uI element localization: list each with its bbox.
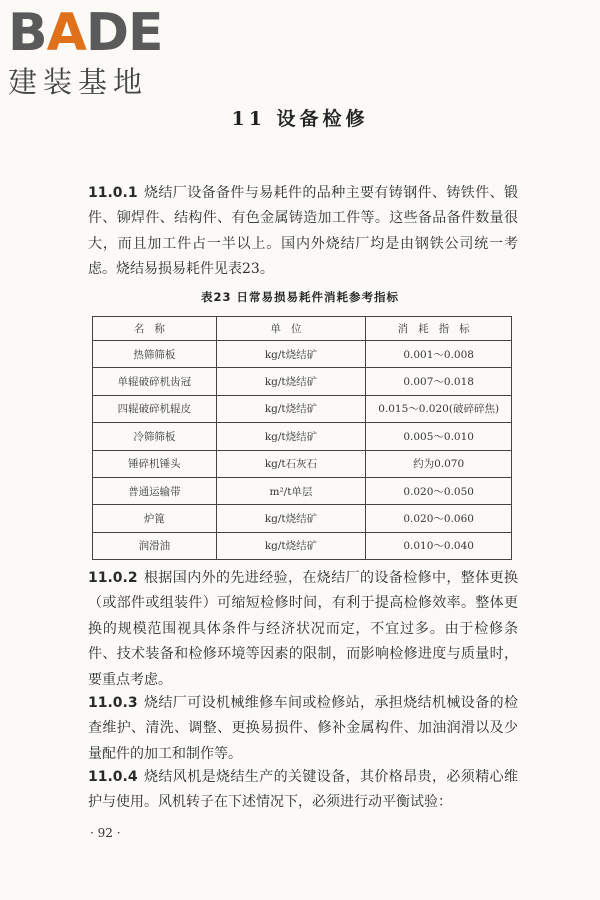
table-row [93, 532, 512, 559]
logo-letters-de: DE [85, 3, 163, 63]
table-cell: 冷筛筛板 [93, 423, 217, 450]
table-cell: 约为0.070 [366, 450, 512, 477]
table-cell: kg/t烧结矿 [216, 423, 366, 450]
logo-subtitle: 建装基地 [8, 65, 149, 99]
table-cell: 0.007～0.018 [366, 368, 512, 395]
table-cell: kg/t石灰石 [216, 450, 366, 477]
table-row [93, 450, 512, 477]
table-cell: 四辊破碎机辊皮 [93, 395, 217, 422]
table-caption: 表23 日常易损易耗件消耗参考指标 [200, 290, 399, 304]
table-cell: 单辊破碎机齿冠 [93, 368, 217, 395]
chapter-title: 11 设备检修 [231, 108, 369, 130]
section-text: 烧结厂设备备件与易耗件的品种主要有铸钢件、铸铁件、锻件、铆焊件、结构件、有色金属铸造加工件等。这些备品备件数量很大，而且加工件占一半以上。国内外烧结厂均是由钢铁公司统一考虑。烧结易损易耗件见表23。 [88, 185, 518, 278]
section-number: 11.0.2 [88, 570, 138, 586]
table-cell: 0.020～0.050 [366, 477, 512, 504]
table-cell: 锤碎机锤头 [93, 450, 217, 477]
page-number: · 92 · [90, 826, 121, 840]
logo-wordmark [8, 3, 173, 63]
consumption-table [92, 316, 512, 560]
logo-letter-a: A [46, 3, 86, 63]
column-header-unit: 单位 [216, 317, 366, 341]
table-cell: kg/t烧结矿 [216, 368, 366, 395]
section-text: 烧结风机是烧结生产的关键设备，其价格昂贵，必须精心维护与使用。风机转子在下述情况下，必须进行动平衡试验： [88, 769, 518, 811]
table-cell: kg/t烧结矿 [216, 341, 366, 368]
table-cell: 普通运输带 [93, 477, 217, 504]
column-header-consumption: 消耗指标 [366, 317, 512, 341]
section-text: 烧结厂可设机械维修车间或检修站，承担烧结机械设备的检查维护、清洗、调整、更换易损件、修补金属构件、加油润滑以及少量配件的加工和制作等。 [88, 695, 518, 762]
table-cell: kg/t烧结矿 [216, 395, 366, 422]
section-paragraph [88, 765, 518, 816]
table-cell: m²/t单层 [216, 477, 366, 504]
table-row [93, 368, 512, 395]
table-cell: 0.001～0.008 [366, 341, 512, 368]
section-paragraph [88, 691, 518, 767]
table-cell: 0.015～0.020(破碎碎焦) [366, 395, 512, 422]
table-cell: 润滑油 [93, 532, 217, 559]
table-header-row [93, 317, 512, 341]
table-row [93, 395, 512, 422]
table-cell: 0.005～0.010 [366, 423, 512, 450]
section-text: 根据国内外的先进经验，在烧结厂的设备检修中，整体更换（或部件或组装件）可缩短检修时间，有利于提高检修效率。整体更换的规模范围视具体条件与经济状况而定，不宜过多。由于检修条件、技术装备和检修环境等因素的限制，而影响检修进度与质量时，要重点考虑。 [88, 570, 518, 688]
section-number: 11.0.4 [88, 769, 138, 785]
table-row [93, 505, 512, 532]
table-row [93, 341, 512, 368]
column-header-name: 名称 [93, 317, 217, 341]
table-cell: kg/t烧结矿 [216, 505, 366, 532]
section-number: 11.0.1 [88, 185, 138, 201]
table-row [93, 423, 512, 450]
table-cell: 炉篦 [93, 505, 217, 532]
brand-logo [8, 3, 173, 100]
logo-letter-b: B [8, 3, 47, 63]
table-cell: 0.020～0.060 [366, 505, 512, 532]
table-cell: kg/t烧结矿 [216, 532, 366, 559]
table-cell: 0.010～0.040 [366, 532, 512, 559]
section-paragraph [88, 181, 518, 283]
section-paragraph [88, 566, 518, 693]
table-cell: 热筛筛板 [93, 341, 217, 368]
section-number: 11.0.3 [88, 695, 138, 711]
table-row [93, 477, 512, 504]
